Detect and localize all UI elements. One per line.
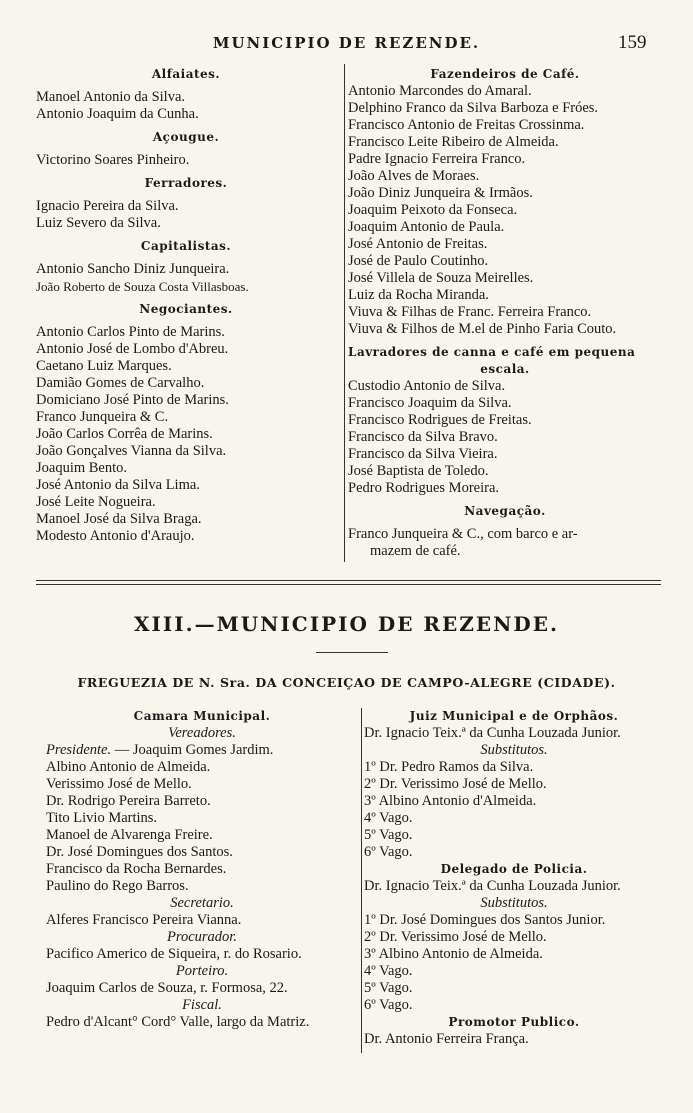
- list-item: Alferes Francisco Pereira Vianna.: [46, 912, 242, 928]
- heading-delegado: Delegado de Policia.: [440, 862, 588, 876]
- list-item: Manoel de Alvarenga Freire.: [46, 827, 213, 843]
- heading-alfaiates: Alfaiates.: [151, 67, 221, 81]
- list-item: Franco Junqueira & C.: [36, 409, 169, 425]
- ordinal: 2º: [364, 929, 376, 945]
- list-item: José Antonio da Silva Lima.: [36, 477, 200, 493]
- list-item: Verissimo José de Mello.: [46, 776, 192, 792]
- ordinal: 3º: [364, 946, 376, 962]
- column-divider-bottom: [361, 708, 362, 1053]
- list-item: Francisco da Rocha Bernardes.: [46, 861, 227, 877]
- list-item: Padre Ignacio Ferreira Franco.: [348, 151, 526, 167]
- heading-lavradores: Lavradores de canna e café em pequena: [348, 345, 636, 359]
- column-divider-top: [344, 64, 345, 562]
- divider-rule: [36, 580, 661, 581]
- list-item: José Leite Nogueira.: [36, 494, 156, 510]
- list-item: José Antonio de Freitas.: [348, 236, 488, 252]
- ordinal: 3º: [364, 793, 376, 809]
- parish-title: FREGUEZIA DE N. Sra. DA CONCEIÇAO DE CAMPO-ALEGRE (CIDADE).: [77, 675, 616, 690]
- list-item: João Gonçalves Vianna da Silva.: [36, 443, 227, 459]
- heading-ferradores: Ferradores.: [144, 176, 228, 190]
- list-item: Francisco da Silva Vieira.: [348, 446, 498, 462]
- ordinal: 2º: [364, 776, 376, 792]
- list-item: Dr. Ignacio Teix.ª da Cunha Louzada Junior.: [364, 878, 621, 894]
- list-item: Albino Antonio de Almeida.: [378, 946, 543, 962]
- list-item: José de Paulo Coutinho.: [348, 253, 489, 269]
- list-item: Francisco Rodrigues de Freitas.: [348, 412, 532, 428]
- list-item: Custodio Antonio de Silva.: [348, 378, 506, 394]
- list-item: Pacifico Americo de Siqueira, r. do Rosario.: [46, 946, 302, 962]
- list-item: Antonio Sancho Diniz Junqueira.: [36, 261, 230, 277]
- list-item: Luiz da Rocha Miranda.: [348, 287, 489, 303]
- ordinal: 6º: [364, 997, 376, 1013]
- list-item: Manoel José da Silva Braga.: [36, 511, 202, 527]
- list-item: Vago.: [379, 827, 413, 843]
- list-item: mazem de café.: [370, 543, 461, 559]
- list-item: Vago.: [379, 980, 413, 996]
- list-item: Antonio Carlos Pinto de Marins.: [36, 324, 225, 340]
- list-item: Antonio José de Lombo d'Abreu.: [36, 341, 229, 357]
- running-title: MUNICIPIO DE REZENDE.: [212, 34, 481, 52]
- title-underline: [316, 652, 388, 653]
- subheading-fiscal: Fiscal.: [182, 997, 222, 1013]
- subheading-substitutos: Substitutos.: [480, 895, 548, 911]
- list-item: Joaquim Peixoto da Fonseca.: [348, 202, 518, 218]
- list-item: Tito Livio Martins.: [46, 810, 158, 826]
- list-item: Dr. Verissimo José de Mello.: [379, 776, 547, 792]
- heading-acougue: Açougue.: [152, 130, 220, 144]
- subheading-procurador: Procurador.: [167, 929, 237, 945]
- list-item: Luiz Severo da Silva.: [36, 215, 161, 231]
- list-item: Albino Antonio d'Almeida.: [378, 793, 537, 809]
- list-item: Dr. Verissimo José de Mello.: [379, 929, 547, 945]
- divider-rule: [36, 584, 661, 585]
- camara-column: [46, 708, 358, 1031]
- list-item: Vago.: [379, 810, 413, 826]
- heading-negociantes: Negociantes.: [139, 302, 233, 316]
- list-item: Damião Gomes de Carvalho.: [36, 375, 205, 391]
- list-item: Dr. José Domingues dos Santos.: [46, 844, 233, 860]
- list-item: Dr. Antonio Ferreira França.: [364, 1031, 529, 1047]
- page-number: 159: [618, 32, 647, 53]
- list-item: Delphino Franco da Silva Barboza e Fróes.: [348, 100, 599, 116]
- list-item: Manoel Antonio da Silva.: [36, 89, 186, 105]
- heading-navegacao: Navegação.: [464, 504, 546, 518]
- presidente-label: Presidente.: [46, 742, 112, 758]
- list-item: Francisco Leite Ribeiro de Almeida.: [348, 134, 559, 150]
- subheading-substitutos: Substitutos.: [480, 742, 548, 758]
- heading-fazendeiros: Fazendeiros de Café.: [430, 67, 580, 81]
- ordinal: 5º: [364, 980, 376, 996]
- ordinal: 4º: [364, 810, 376, 826]
- list-item: Domiciano José Pinto de Marins.: [36, 392, 229, 408]
- right-top-column: [348, 66, 662, 560]
- ordinal: 4º: [364, 963, 376, 979]
- ordinal: 1º: [364, 912, 376, 928]
- list-item: Albino Antonio de Almeida.: [46, 759, 211, 775]
- list-item: Francisco Joaquim da Silva.: [348, 395, 512, 411]
- subheading-porteiro: Porteiro.: [175, 963, 229, 979]
- list-item: Victorino Soares Pinheiro.: [36, 152, 190, 168]
- list-item: Viuva & Filhas de Franc. Ferreira Franco.: [348, 304, 592, 320]
- list-item: Joaquim Bento.: [36, 460, 128, 476]
- list-item: Dr. Rodrigo Pereira Barreto.: [46, 793, 211, 809]
- list-item: Franco Junqueira & C., com barco e ar-: [348, 526, 578, 542]
- list-item: Viuva & Filhos de M.el de Pinho Faria Couto.: [348, 321, 617, 337]
- list-item: Dr. Ignacio Teix.ª da Cunha Louzada Junior.: [364, 725, 621, 741]
- list-item: Vago.: [379, 844, 413, 860]
- left-top-column: [36, 66, 336, 545]
- list-item: Antonio Joaquim da Cunha.: [36, 106, 199, 122]
- list-item: Francisco Antonio de Freitas Crossinma.: [348, 117, 585, 133]
- list-item: Dr. José Domingues dos Santos Junior.: [379, 912, 606, 928]
- list-item: João Alves de Moraes.: [348, 168, 480, 184]
- heading-capitalistas: Capitalistas.: [140, 239, 232, 253]
- list-item: João Diniz Junqueira & Irmãos.: [348, 185, 533, 201]
- heading-camara: Camara Municipal.: [133, 709, 271, 723]
- list-item: Antonio Marcondes do Amaral.: [348, 83, 532, 99]
- list-item: Paulino do Rego Barros.: [46, 878, 189, 894]
- list-item: José Baptista de Toledo.: [348, 463, 489, 479]
- list-item: Modesto Antonio d'Araujo.: [36, 528, 195, 544]
- list-item: Pedro Rodrigues Moreira.: [348, 480, 500, 496]
- list-item: Pedro d'Alcant° Cord° Valle, largo da Matriz.: [46, 1014, 310, 1030]
- subheading-secretario: Secretario.: [170, 895, 234, 911]
- presidente-name: — Joaquim Gomes Jardim.: [114, 742, 274, 758]
- subheading-vereadores: Vereadores.: [168, 725, 236, 741]
- list-item: Ignacio Pereira da Silva.: [36, 198, 179, 214]
- list-item: Vago.: [379, 963, 413, 979]
- list-item: Francisco da Silva Bravo.: [348, 429, 498, 445]
- ordinal: 1º: [364, 759, 376, 775]
- list-item: Joaquim Antonio de Paula.: [348, 219, 505, 235]
- list-item: José Villela de Souza Meirelles.: [348, 270, 534, 286]
- officials-column: [364, 708, 664, 1048]
- list-item: João Roberto de Souza Costa Villasboas.: [36, 279, 249, 294]
- section-title: XIII.—MUNICIPIO DE REZENDE.: [134, 612, 559, 636]
- list-item: Caetano Luiz Marques.: [36, 358, 172, 374]
- list-item: João Carlos Corrêa de Marins.: [36, 426, 213, 442]
- ordinal: 5º: [364, 827, 376, 843]
- heading-lavradores-cont: escala.: [480, 362, 530, 376]
- ordinal: 6º: [364, 844, 376, 860]
- heading-juiz: Juiz Municipal e de Orphãos.: [409, 709, 619, 723]
- list-item: Dr. Pedro Ramos da Silva.: [379, 759, 534, 775]
- heading-promotor: Promotor Publico.: [448, 1015, 580, 1029]
- list-item: Vago.: [379, 997, 413, 1013]
- list-item: Joaquim Carlos de Souza, r. Formosa, 22.: [46, 980, 288, 996]
